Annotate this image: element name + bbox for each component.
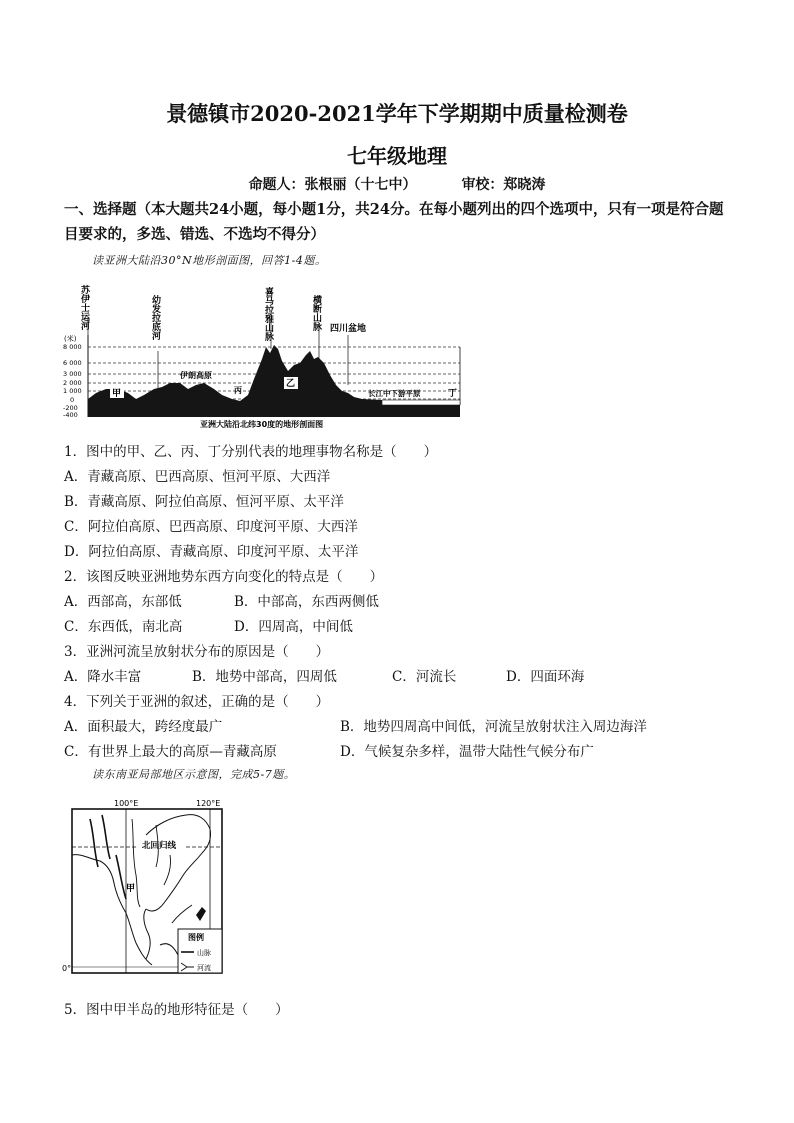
southeast-asia-map (60, 795, 230, 980)
label-lon-100: 100°E (114, 799, 139, 808)
label-jia: 甲 (112, 389, 122, 399)
axis-unit: (米) (64, 335, 77, 343)
ytick-3000: 3 000 (63, 370, 82, 378)
question-4-stem: 4．下列关于亚洲的叙述，正确的是（ ） (64, 694, 330, 710)
ytick-1000: 1 000 (63, 387, 82, 395)
sea-band (382, 400, 460, 405)
label-euphrates: 幼发拉底河 (150, 295, 160, 340)
legend-river-label: 河流 (197, 964, 211, 972)
label-yi: 乙 (286, 379, 296, 389)
label-equator: 0° (62, 964, 72, 973)
reviewer: 审校：郑晓涛 (461, 177, 546, 193)
ytick-0: 0 (70, 396, 75, 404)
question-1-stem: 1．图中的甲、乙、丙、丁分别代表的地理事物名称是（ ） (64, 444, 438, 460)
figure2-intro: 读东南亚局部地区示意图，完成5-7题。 (92, 768, 296, 781)
question-2-stem: 2．该图反映亚洲地势东西方向变化的特点是（ ） (64, 569, 384, 585)
label-suez: 苏伊士运河 (79, 285, 89, 330)
ytick-8000: 8 000 (63, 343, 82, 351)
label-jia-peninsula: 甲 (126, 884, 136, 894)
question-3-option-c[interactable]: C．河流长 (392, 669, 457, 685)
label-sichuan: 四川盆地 (330, 324, 367, 334)
question-1-option-c[interactable]: C．阿拉伯高原、巴西高原、印度河平原、大西洋 (64, 519, 358, 535)
author-line (0, 174, 794, 194)
question-3-stem: 3．亚洲河流呈放射状分布的原因是（ ） (64, 644, 330, 660)
section-instructions: 一、选择题（本大题共24小题，每小题1分，共24分。在每小题列出的四个选项中，只有一项是符合题目要求的，多选、错选、不选均不得分） (64, 201, 724, 243)
ytick-minus400: -400 (63, 411, 78, 419)
question-4-option-a[interactable]: A．面积最大，跨经度最广 (64, 719, 223, 735)
question-4-option-d[interactable]: D．气候复杂多样，温带大陆性气候分布广 (340, 744, 594, 760)
question-1-option-a[interactable]: A．青藏高原、巴西高原、恒河平原、大西洋 (64, 469, 331, 485)
exam-title: 景德镇市2020-2021学年下学期期中质量检测卷 (166, 101, 628, 126)
question-2-option-c[interactable]: C．东西低，南北高 (64, 619, 183, 635)
ytick-6000: 6 000 (63, 359, 82, 367)
figure1-intro: 读亚洲大陆沿30°N地形剖面图，回答1-4题。 (92, 254, 327, 267)
figure1-caption: 亚洲大陆沿北纬30度的地形剖面图 (200, 420, 324, 429)
question-4-option-b[interactable]: B．地势四周高中间低，河流呈放射状注入周边海洋 (340, 719, 647, 735)
ytick-minus200: -200 (63, 404, 78, 412)
question-1-option-d[interactable]: D．阿拉伯高原、青藏高原、印度河平原、太平洋 (64, 544, 359, 560)
question-5-stem: 5．图中甲半岛的地形特征是（ ） (64, 1002, 289, 1018)
question-1-option-b[interactable]: B．青藏高原、阿拉伯高原、恒河平原、太平洋 (64, 494, 344, 510)
label-changjiang: 长江中下游平原 (368, 389, 421, 398)
terrain-profile-figure (62, 275, 467, 430)
question-3-option-b[interactable]: B．地势中部高，四周低 (192, 669, 337, 685)
question-3-option-a[interactable]: A．降水丰富 (64, 669, 142, 685)
question-4-option-c[interactable]: C．有世界上最大的高原—青藏高原 (64, 744, 277, 760)
label-himalaya: 喜马拉雅山脉 (263, 287, 273, 341)
label-hengduan: 横断山脉 (311, 295, 321, 331)
label-yilang: 伊朗高原 (180, 371, 212, 380)
question-2-option-d[interactable]: D．四周高，中间低 (234, 619, 353, 635)
label-tropic: 北回归线 (142, 841, 177, 851)
label-lon-120: 120°E (196, 799, 221, 808)
question-2-option-a[interactable]: A．西部高，东部低 (64, 594, 182, 610)
question-3-option-d[interactable]: D．四面环海 (506, 669, 585, 685)
ytick-2000: 2 000 (63, 379, 82, 387)
author: 命题人：张根丽（十七中） (248, 177, 417, 193)
exam-subtitle: 七年级地理 (347, 144, 447, 168)
label-ding: 丁 (448, 389, 458, 399)
terrain-silhouette (88, 345, 460, 417)
label-bing: 丙 (234, 386, 242, 395)
question-2-option-b[interactable]: B．中部高，东西两侧低 (234, 594, 379, 610)
legend-mountain-label: 山脉 (197, 949, 211, 957)
legend-title: 图例 (188, 933, 204, 942)
